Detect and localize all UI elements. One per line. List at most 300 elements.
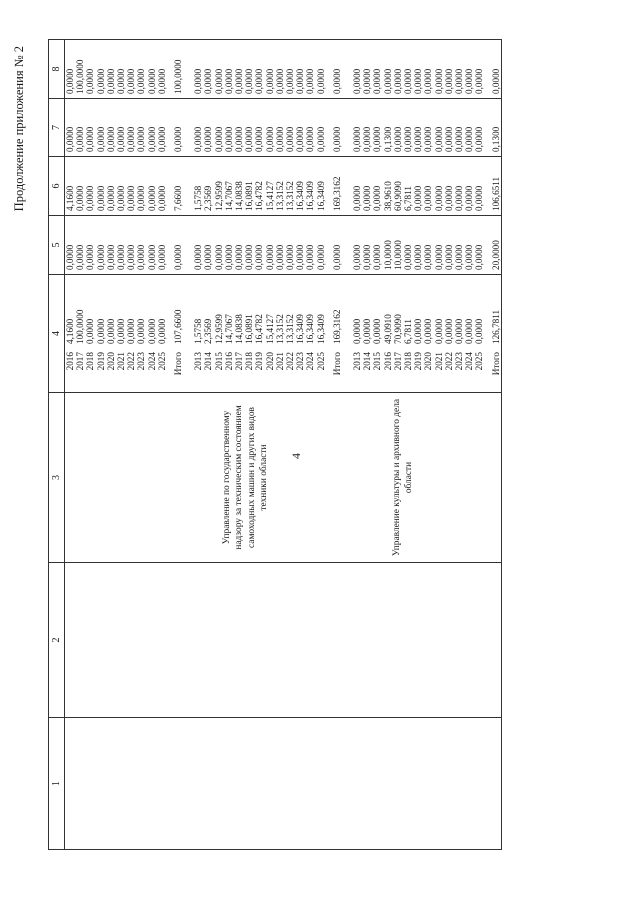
value-cell: 0,0000 xyxy=(305,126,316,152)
table-row xyxy=(157,275,167,392)
value-cell: 0,0000 xyxy=(443,244,454,270)
table-row xyxy=(352,275,362,392)
value-cell: 0,0000 xyxy=(372,126,383,152)
col-header-5: 5 xyxy=(49,216,65,275)
col-header-2: 2 xyxy=(49,563,65,718)
value-total: 0,0000 xyxy=(433,318,444,344)
year-label: 2023 xyxy=(136,352,147,371)
value-cell: 0,0000 xyxy=(433,68,444,94)
value-cell: 0,0000 xyxy=(453,68,464,94)
value-cell: 0,1300 xyxy=(382,126,393,152)
continuation-title: Продолжение приложения № 2 xyxy=(12,46,26,212)
value-cell: 0,0000 xyxy=(274,68,285,94)
value-cell: 0,0000 xyxy=(315,126,326,152)
table-row xyxy=(126,275,136,392)
block-gap xyxy=(342,275,352,392)
value-cell: 0,0000 xyxy=(95,244,106,270)
value-total: 16,0891 xyxy=(244,314,255,344)
year-label: 2018 xyxy=(244,352,255,371)
value-cell: 0,0000 xyxy=(284,126,295,152)
value-cell: 0,0000 xyxy=(213,126,224,152)
year-label: 2015 xyxy=(213,352,224,371)
value-cell: 0,0000 xyxy=(464,68,475,94)
value-cell: 0,0000 xyxy=(490,68,501,94)
value-cell: 1,5758 xyxy=(193,185,204,211)
col8-lines xyxy=(65,40,501,98)
col8-cell xyxy=(65,40,502,99)
value-cell: 0,0000 xyxy=(453,185,464,211)
value-cell: 0,0000 xyxy=(413,68,424,94)
value-total: 107,6600 xyxy=(172,309,183,344)
table-row xyxy=(244,275,254,392)
value-cell: 169,3162 xyxy=(331,176,342,211)
year-label: 2022 xyxy=(126,352,137,371)
year-label: Итого xyxy=(172,352,183,376)
value-cell: 0,0000 xyxy=(392,68,403,94)
year-label: 2024 xyxy=(464,352,475,371)
value-cell: 0,0000 xyxy=(474,185,485,211)
value-cell: 0,0000 xyxy=(413,185,424,211)
value-cell: 16,4782 xyxy=(254,181,265,211)
value-cell: 0,0000 xyxy=(203,126,214,152)
value-cell: 0,0000 xyxy=(136,185,147,211)
table-row xyxy=(116,275,126,392)
value-cell: 0,0000 xyxy=(85,244,96,270)
year-label: 2020 xyxy=(423,352,434,371)
value-total: 0,0000 xyxy=(443,318,454,344)
value-cell: 0,0000 xyxy=(264,244,275,270)
value-cell: 0,0000 xyxy=(223,126,234,152)
value-cell: 0,0000 xyxy=(126,185,137,211)
value-cell: 0,0000 xyxy=(453,244,464,270)
table-row xyxy=(285,275,295,392)
value-total: 0,0000 xyxy=(372,318,383,344)
table-row xyxy=(193,275,203,392)
col6-cell xyxy=(65,157,502,216)
value-cell: 0,0000 xyxy=(223,244,234,270)
value-cell: 10,0000 xyxy=(392,240,403,270)
value-cell: 0,0000 xyxy=(156,244,167,270)
value-cell: 0,0000 xyxy=(284,244,295,270)
table-row xyxy=(372,275,382,392)
value-cell: 38,9610 xyxy=(382,181,393,211)
value-cell: 0,0000 xyxy=(115,126,126,152)
col-header-7: 7 xyxy=(49,99,65,157)
value-cell: 0,0000 xyxy=(274,126,285,152)
value-cell: 0,0000 xyxy=(95,68,106,94)
value-cell: 0,0000 xyxy=(274,244,285,270)
year-label: 2021 xyxy=(433,352,444,371)
year-label: 2015 xyxy=(372,352,383,371)
col-header-1: 1 xyxy=(49,718,65,850)
value-total: 0,0000 xyxy=(423,318,434,344)
year-label: 2017 xyxy=(234,352,244,371)
value-cell: 0,0000 xyxy=(126,68,137,94)
value-cell: 0,0000 xyxy=(474,244,485,270)
value-total: 0,0000 xyxy=(464,318,475,344)
value-cell: 0,0000 xyxy=(115,185,126,211)
year-label: 2014 xyxy=(362,352,373,371)
value-cell: 2,3569 xyxy=(203,185,214,211)
value-cell: 0,0000 xyxy=(244,68,255,94)
table-row xyxy=(65,275,75,392)
value-cell: 0,0000 xyxy=(331,68,342,94)
value-cell: 0,0000 xyxy=(264,126,275,152)
value-cell: 0,0000 xyxy=(244,244,255,270)
table-row xyxy=(203,275,213,392)
year-label: 2019 xyxy=(254,352,265,371)
value-cell: 0,0000 xyxy=(352,126,363,152)
value-total: 0,0000 xyxy=(352,318,363,344)
year-label: 2022 xyxy=(284,352,295,371)
value-cell: 0,0000 xyxy=(105,126,116,152)
col4-cell xyxy=(65,275,502,393)
value-cell: 0,0000 xyxy=(136,126,147,152)
col5-lines xyxy=(65,216,501,274)
value-cell: 0,0000 xyxy=(295,68,306,94)
value-cell: 0,0000 xyxy=(423,185,434,211)
value-cell: 0,0000 xyxy=(146,185,157,211)
year-label: 2016 xyxy=(382,352,393,371)
year-label: 2014 xyxy=(203,352,214,371)
value-cell: 0,0000 xyxy=(105,185,116,211)
table-row xyxy=(275,275,285,392)
value-total: 126,7811 xyxy=(490,309,501,344)
value-cell: 0,0000 xyxy=(105,244,116,270)
table-row xyxy=(434,275,444,392)
year-label: 2021 xyxy=(115,352,126,371)
appendix-table xyxy=(48,39,502,850)
value-cell: 16,0891 xyxy=(244,181,255,211)
value-cell: 0,0000 xyxy=(65,126,75,152)
block1-agency-spacer xyxy=(65,393,207,562)
value-cell: 14,7067 xyxy=(223,181,234,211)
year-label: Итого xyxy=(490,352,501,376)
year-label: 2025 xyxy=(315,352,326,371)
value-total: 12,9599 xyxy=(213,314,224,344)
year-label: 2024 xyxy=(146,352,157,371)
value-total: 6,7811 xyxy=(403,319,413,344)
block3-agency: Управление культуры и архивного дела области xyxy=(392,398,415,557)
value-cell: 0,0000 xyxy=(315,244,326,270)
value-cell: 60,9090 xyxy=(392,181,403,211)
value-cell: 0,0000 xyxy=(203,244,214,270)
table-row xyxy=(254,275,264,392)
value-total: 0,0000 xyxy=(156,318,167,344)
value-cell: 0,0000 xyxy=(372,68,383,94)
value-cell: 0,0000 xyxy=(126,244,137,270)
year-label: 2018 xyxy=(85,352,96,371)
value-cell: 0,0000 xyxy=(126,126,137,152)
table-row xyxy=(224,275,234,392)
value-cell: 13,3152 xyxy=(284,181,295,211)
value-cell: 0,0000 xyxy=(65,244,75,270)
value-cell: 0,0000 xyxy=(193,68,204,94)
value-cell: 0,0000 xyxy=(146,68,157,94)
value-total: 0,0000 xyxy=(126,318,137,344)
table-row xyxy=(464,275,474,392)
year-label: 2025 xyxy=(156,352,167,371)
value-total: 13,3152 xyxy=(274,314,285,344)
value-cell: 7,6600 xyxy=(172,185,183,211)
value-cell: 0,0000 xyxy=(156,185,167,211)
table-row xyxy=(423,275,433,392)
value-total: 16,4782 xyxy=(254,314,265,344)
value-cell: 0,0000 xyxy=(156,126,167,152)
year-label: 2025 xyxy=(474,352,485,371)
value-total: 0,0000 xyxy=(474,318,485,344)
value-cell: 0,0000 xyxy=(244,126,255,152)
value-cell: 14,0838 xyxy=(234,181,244,211)
block-gap xyxy=(342,216,352,274)
value-cell: 0,0000 xyxy=(172,244,183,270)
value-cell: 100,0000 xyxy=(75,59,86,94)
col3-cell xyxy=(65,393,502,563)
value-cell: 10,0000 xyxy=(382,240,393,270)
value-total: 100,0000 xyxy=(75,309,86,344)
block-gap xyxy=(342,157,352,215)
value-cell: 0,0000 xyxy=(115,68,126,94)
value-cell: 0,0000 xyxy=(305,244,316,270)
value-cell: 0,0000 xyxy=(136,244,147,270)
value-cell: 106,6511 xyxy=(490,176,501,211)
value-cell: 0,0000 xyxy=(433,126,444,152)
value-cell: 0,0000 xyxy=(443,185,454,211)
value-cell: 0,0000 xyxy=(105,68,116,94)
table-row xyxy=(147,275,157,392)
value-cell: 16,3409 xyxy=(305,181,316,211)
year-label: 2020 xyxy=(264,352,275,371)
value-total: 49,0910 xyxy=(382,314,393,344)
table-row xyxy=(474,275,484,392)
year-label: 2017 xyxy=(392,352,403,371)
col6-lines xyxy=(65,157,501,215)
value-cell: 0,0000 xyxy=(443,126,454,152)
value-cell: 16,3409 xyxy=(315,181,326,211)
block-gap xyxy=(183,216,193,274)
table-row xyxy=(75,275,85,392)
value-cell: 0,0000 xyxy=(193,244,204,270)
table-row xyxy=(362,275,372,392)
col-header-8: 8 xyxy=(49,40,65,99)
table-row xyxy=(295,275,305,392)
value-cell: 0,0000 xyxy=(95,185,106,211)
year-label: 2013 xyxy=(352,352,363,371)
value-cell: 0,0000 xyxy=(85,185,96,211)
table-row xyxy=(403,275,413,392)
value-cell: 0,0000 xyxy=(362,185,373,211)
value-cell: 0,0000 xyxy=(85,126,96,152)
table-row xyxy=(305,275,315,392)
table-row xyxy=(214,275,224,392)
year-label: Итого xyxy=(331,352,342,376)
value-total: 0,0000 xyxy=(413,318,424,344)
col2-cell xyxy=(65,563,502,718)
value-total: 0,0000 xyxy=(95,318,106,344)
table-row xyxy=(413,275,423,392)
col-header-4: 4 xyxy=(49,275,65,393)
value-cell: 16,3409 xyxy=(295,181,306,211)
block-gap xyxy=(342,40,352,98)
block-gap xyxy=(183,275,193,392)
value-cell: 0,0000 xyxy=(254,68,265,94)
table-row xyxy=(136,275,146,392)
value-cell: 100,0000 xyxy=(172,59,183,94)
value-total: 70,9090 xyxy=(392,314,403,344)
value-cell: 0,0000 xyxy=(392,126,403,152)
value-cell: 0,1300 xyxy=(490,126,501,152)
year-label: 2019 xyxy=(413,352,424,371)
year-label: 2016 xyxy=(223,352,234,371)
value-cell: 0,0000 xyxy=(295,126,306,152)
value-cell: 0,0000 xyxy=(295,244,306,270)
year-label: 2017 xyxy=(75,352,86,371)
value-total: 0,0000 xyxy=(105,318,116,344)
value-cell: 0,0000 xyxy=(284,68,295,94)
year-label: 2024 xyxy=(305,352,316,371)
col-header-6: 6 xyxy=(49,157,65,216)
value-cell: 0,0000 xyxy=(203,68,214,94)
table-body-row xyxy=(65,40,502,850)
year-label: 2022 xyxy=(443,352,454,371)
table-row xyxy=(454,275,464,392)
value-cell: 0,0000 xyxy=(305,68,316,94)
col-header-3: 3 xyxy=(49,393,65,563)
value-cell: 0,0000 xyxy=(352,68,363,94)
year-label: 2020 xyxy=(105,352,116,371)
year-label: 2013 xyxy=(193,352,204,371)
value-cell: 0,0000 xyxy=(234,68,244,94)
value-cell: 0,0000 xyxy=(352,244,363,270)
value-cell: 0,0000 xyxy=(75,185,86,211)
value-total: 13,3152 xyxy=(284,314,295,344)
value-cell: 0,0000 xyxy=(382,68,393,94)
block2-agency: Управление по государственному надзору за техническим состоянием самоходных машин и других видов техники области xyxy=(222,405,270,550)
col4-lines xyxy=(65,275,501,392)
col5-cell xyxy=(65,216,502,275)
table-row xyxy=(96,275,106,392)
value-cell: 0,0000 xyxy=(146,244,157,270)
value-total: 0,0000 xyxy=(146,318,157,344)
block-gap xyxy=(183,99,193,156)
value-cell: 6,7811 xyxy=(403,186,413,211)
column-number-row xyxy=(49,40,65,850)
value-cell: 0,0000 xyxy=(372,244,383,270)
value-cell: 0,0000 xyxy=(156,68,167,94)
table-row xyxy=(393,275,403,392)
value-cell: 4,1600 xyxy=(65,185,75,211)
value-cell: 0,0000 xyxy=(213,244,224,270)
value-cell: 0,0000 xyxy=(331,126,342,152)
value-cell: 0,0000 xyxy=(331,244,342,270)
value-cell: 0,0000 xyxy=(254,126,265,152)
table-row xyxy=(491,275,501,392)
value-cell: 0,0000 xyxy=(315,68,326,94)
value-cell: 0,0000 xyxy=(85,68,96,94)
col1-cell xyxy=(65,718,502,850)
year-label: 2023 xyxy=(453,352,464,371)
value-cell: 0,0000 xyxy=(474,126,485,152)
col7-cell xyxy=(65,99,502,157)
block-gap xyxy=(342,99,352,156)
value-total: 0,0000 xyxy=(136,318,147,344)
year-label: 2018 xyxy=(403,352,413,371)
value-cell: 0,0000 xyxy=(403,68,413,94)
value-cell: 0,0000 xyxy=(264,68,275,94)
value-cell: 0,0000 xyxy=(464,244,475,270)
value-cell: 0,0000 xyxy=(403,126,413,152)
table-row xyxy=(316,275,326,392)
value-cell: 0,0000 xyxy=(423,244,434,270)
value-cell: 0,0000 xyxy=(213,68,224,94)
table-row xyxy=(106,275,116,392)
value-total: 0,0000 xyxy=(115,318,126,344)
year-label: 2021 xyxy=(274,352,285,371)
table-row xyxy=(173,275,183,392)
value-cell: 0,0000 xyxy=(453,126,464,152)
value-cell: 0,0000 xyxy=(372,185,383,211)
page-number: 4 xyxy=(289,453,303,459)
value-cell: 0,0000 xyxy=(362,126,373,152)
value-cell: 12,9599 xyxy=(213,181,224,211)
value-total: 14,0838 xyxy=(234,314,244,344)
value-cell: 0,0000 xyxy=(362,68,373,94)
year-label: 2016 xyxy=(65,352,75,371)
value-total: 0,0000 xyxy=(362,318,373,344)
value-cell: 13,3152 xyxy=(274,181,285,211)
table-row xyxy=(85,275,95,392)
value-cell: 0,0000 xyxy=(413,244,424,270)
value-cell: 0,0000 xyxy=(136,68,147,94)
value-cell: 0,0000 xyxy=(193,126,204,152)
value-cell: 0,0000 xyxy=(234,126,244,152)
table-row xyxy=(234,275,244,392)
value-cell: 0,0000 xyxy=(433,244,444,270)
value-cell: 0,0000 xyxy=(172,126,183,152)
value-cell: 0,0000 xyxy=(464,185,475,211)
value-total: 2,3569 xyxy=(203,318,214,344)
value-cell: 0,0000 xyxy=(65,68,75,94)
value-total: 0,0000 xyxy=(85,318,96,344)
rotated-page xyxy=(12,40,628,850)
value-cell: 0,0000 xyxy=(413,126,424,152)
value-total: 169,3162 xyxy=(331,309,342,344)
value-cell: 20,0000 xyxy=(490,240,501,270)
value-cell: 0,0000 xyxy=(352,185,363,211)
block-gap xyxy=(183,40,193,98)
value-cell: 0,0000 xyxy=(474,68,485,94)
value-cell: 0,0000 xyxy=(146,126,157,152)
value-total: 16,3409 xyxy=(305,314,316,344)
value-total: 0,0000 xyxy=(453,318,464,344)
value-cell: 0,0000 xyxy=(234,244,244,270)
value-cell: 0,0000 xyxy=(75,244,86,270)
value-cell: 0,0000 xyxy=(423,126,434,152)
value-cell: 0,0000 xyxy=(433,185,444,211)
value-cell: 0,0000 xyxy=(362,244,373,270)
value-cell: 0,0000 xyxy=(115,244,126,270)
table-row xyxy=(383,275,393,392)
value-cell: 0,0000 xyxy=(464,126,475,152)
year-label: 2019 xyxy=(95,352,106,371)
value-total: 14,7067 xyxy=(223,314,234,344)
value-cell: 15,4127 xyxy=(264,181,275,211)
col7-lines xyxy=(65,99,501,156)
value-cell: 0,0000 xyxy=(223,68,234,94)
table-row xyxy=(444,275,454,392)
value-total: 4,1600 xyxy=(65,318,75,344)
table-row xyxy=(265,275,275,392)
